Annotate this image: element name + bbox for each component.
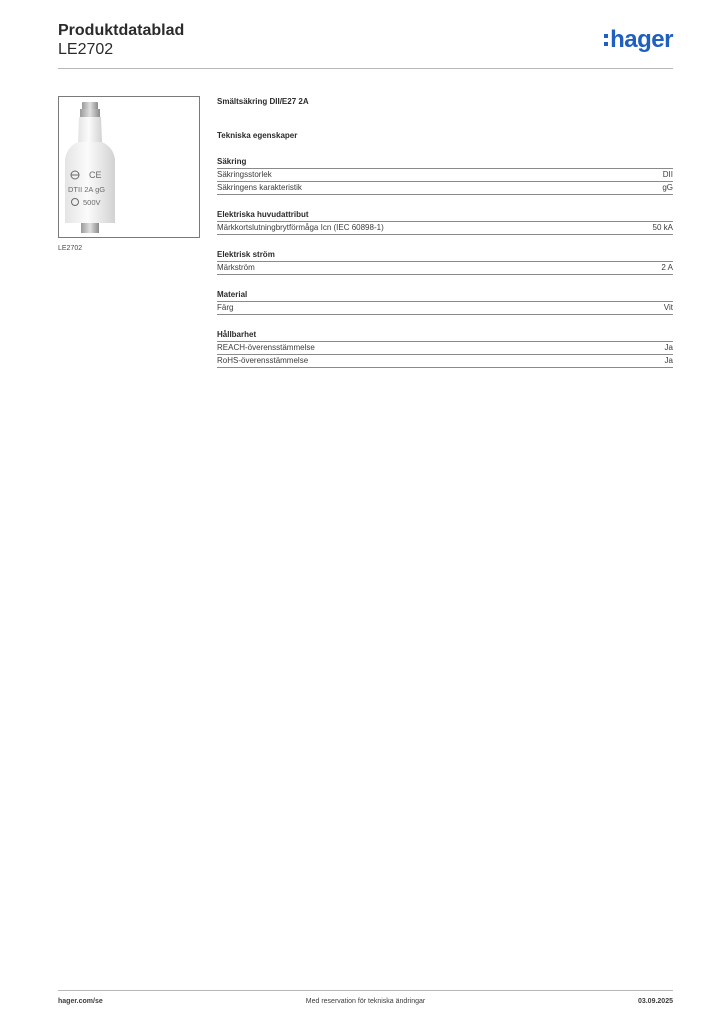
spec-row: [217, 342, 673, 355]
spec-row: [217, 355, 673, 368]
article-number: LE2702: [58, 41, 114, 58]
spec-label: Märkström: [217, 263, 255, 272]
spec-value: Ja: [664, 343, 673, 352]
spec-row: [217, 302, 673, 315]
header-divider: [58, 68, 673, 69]
spec-group-title: Säkring: [217, 156, 673, 169]
product-image: [58, 96, 200, 238]
fuse-marking-voltage: 500V: [83, 198, 101, 207]
ce-mark: CE: [89, 170, 102, 180]
spec-group-title: Elektriska huvudattribut: [217, 209, 673, 222]
spec-label: REACH-överensstämmelse: [217, 343, 315, 352]
spec-group: [217, 329, 673, 368]
spec-group-title: Material: [217, 289, 673, 302]
footer-divider: [58, 990, 673, 991]
spec-row: [217, 182, 673, 195]
spec-label: Säkringsstorlek: [217, 170, 272, 179]
spec-value: Vit: [663, 303, 673, 312]
spec-group-title: Hållbarhet: [217, 329, 673, 342]
spec-row: [217, 262, 673, 275]
spec-value: 2 A: [661, 263, 673, 272]
document-header: [58, 22, 673, 59]
spec-group: [217, 249, 673, 275]
spec-group: [217, 209, 673, 235]
spec-label: Färg: [217, 303, 234, 312]
section-heading: Tekniska egenskaper: [217, 131, 298, 140]
spec-row: [217, 169, 673, 182]
spec-group-title: Elektrisk ström: [217, 249, 673, 262]
footer-disclaimer: Med reservation för tekniska ändringar: [305, 998, 426, 1005]
spec-label: Märkkortslutningbrytförmåga Icn (IEC 60898-1): [217, 223, 384, 232]
logo-colon-icon: [604, 34, 608, 46]
spec-content: [217, 96, 673, 368]
spec-value: 50 kA: [652, 223, 673, 232]
spec-group: [217, 156, 673, 195]
footer-date: 03.09.2025: [637, 998, 673, 1005]
spec-label: Säkringens karakteristik: [217, 183, 302, 192]
spec-groups: [217, 156, 673, 368]
spec-value: Ja: [664, 356, 673, 365]
spec-row: [217, 222, 673, 235]
spec-value: gG: [662, 183, 673, 192]
spec-value: DII: [662, 170, 673, 179]
spec-label: RoHS-överensstämmelse: [217, 356, 309, 365]
fuse-marking-rating: DTII 2A gG: [68, 185, 106, 194]
spec-group: [217, 289, 673, 315]
logo-text: hager: [610, 26, 673, 53]
fuse-illustration: [59, 97, 199, 237]
image-caption: LE2702: [58, 245, 83, 252]
hager-logo[interactable]: [604, 28, 673, 52]
page-title: Produktdatablad: [58, 22, 185, 39]
footer-website-link[interactable]: hager.com/se: [58, 998, 103, 1005]
product-name: Smältsäkring DII/E27 2A: [217, 97, 309, 106]
